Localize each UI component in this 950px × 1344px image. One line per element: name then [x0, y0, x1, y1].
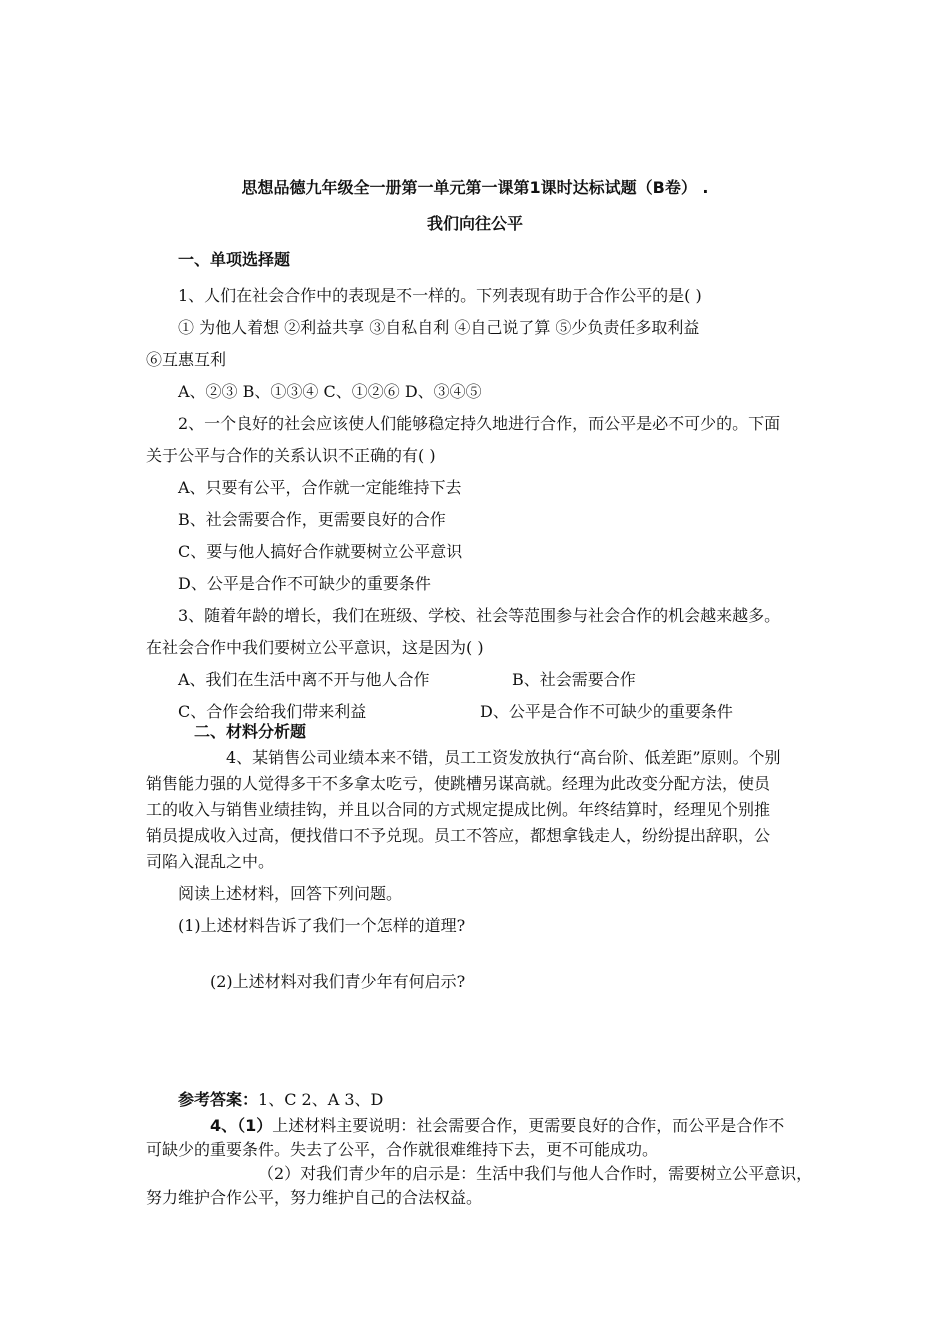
answer-4-1-text: 上述材料主要说明：社会需要合作，更需要良好的合作，而公平是合作不 — [272, 1116, 785, 1135]
answer-4-1 — [210, 1116, 784, 1136]
question-2-option-d: D、公平是合作不可缺少的重要条件 — [178, 574, 431, 593]
question-3-option-d: D、公平是合作不可缺少的重要条件 — [480, 702, 733, 721]
section-heading-single-choice: 一、单项选择题 — [178, 250, 291, 269]
answer-key-choices: 1、C 2、A 3、D — [258, 1090, 384, 1109]
question-4-material-line-1: 4、某销售公司业绩本来不错，员工工资发放执行“高台阶、低差距”原则。个别 — [226, 748, 781, 767]
answer-4-1-continued: 可缺少的重要条件。失去了公平，合作就很难维持下去，更不可能成功。 — [146, 1140, 659, 1159]
question-1-stem: 1、人们在社会合作中的表现是不一样的。下列表现有助于合作公平的是( ) — [178, 286, 702, 305]
question-1-items-continued: ⑥互惠互利 — [146, 350, 227, 369]
question-3-stem-continued: 在社会合作中我们要树立公平意识，这是因为( ) — [146, 638, 484, 657]
answer-4-2-continued: 努力维护合作公平，努力维护自己的合法权益。 — [146, 1188, 483, 1207]
answer-key — [178, 1090, 383, 1110]
question-3-option-b: B、社会需要合作 — [512, 670, 636, 689]
question-2-option-c: C、要与他人搞好合作就要树立公平意识 — [178, 542, 463, 561]
document-subtitle: 我们向往公平 — [426, 214, 523, 233]
question-2-option-b: B、社会需要合作，更需要良好的合作 — [178, 510, 446, 529]
document-title: 思想品德九年级全一册第一单元第一课第1课时达标试题（B卷） . — [241, 178, 709, 197]
question-2-stem: 2、一个良好的社会应该使人们能够稳定持久地进行合作，而公平是必不可少的。下面 — [178, 414, 781, 433]
question-3-stem: 3、随着年龄的增长，我们在班级、学校、社会等范围参与社会合作的机会越来越多。 — [178, 606, 781, 625]
question-4-subquestion-1: (1)上述材料告诉了我们一个怎样的道理? — [178, 916, 466, 935]
question-4-subquestion-2: (2)上述材料对我们青少年有何启示? — [210, 972, 466, 991]
section-heading-material-analysis: 二、材料分析题 — [194, 722, 307, 741]
question-4-instruction: 阅读上述材料，回答下列问题。 — [178, 884, 403, 903]
question-3-option-a: A、我们在生活中离不开与他人合作 — [178, 670, 430, 689]
answer-key-label: 参考答案： — [178, 1090, 259, 1109]
question-3-option-c: C、合作会给我们带来利益 — [178, 702, 367, 721]
question-2-stem-continued: 关于公平与合作的关系认识不正确的有( ) — [146, 446, 436, 465]
question-4-material-line-4: 销员提成收入过高，便找借口不予兑现。员工不答应，都想拿钱走人，纷纷提出辞职，公 — [146, 826, 771, 845]
question-4-material-line-3: 工的收入与销售业绩挂钩，并且以合同的方式规定提成比例。年终结算时，经理见个别推 — [146, 800, 771, 819]
answer-4-2: （2）对我们青少年的启示是：生活中我们与他人合作时，需要树立公平意识， — [258, 1164, 813, 1183]
question-1-items: ① 为他人着想 ②利益共享 ③自私自利 ④自己说了算 ⑤少负责任多取利益 — [178, 318, 700, 337]
question-2-option-a: A、只要有公平，合作就一定能维持下去 — [178, 478, 462, 497]
question-1-options: A、②③ B、①③④ C、①②⑥ D、③④⑤ — [178, 382, 482, 401]
question-4-material-line-2: 销售能力强的人觉得多干不多拿太吃亏，使跳槽另谋高就。经理为此改变分配方法，使员 — [146, 774, 771, 793]
question-4-material-line-5: 司陷入混乱之中。 — [146, 852, 275, 871]
answer-4-label: 4、（1） — [210, 1116, 273, 1135]
